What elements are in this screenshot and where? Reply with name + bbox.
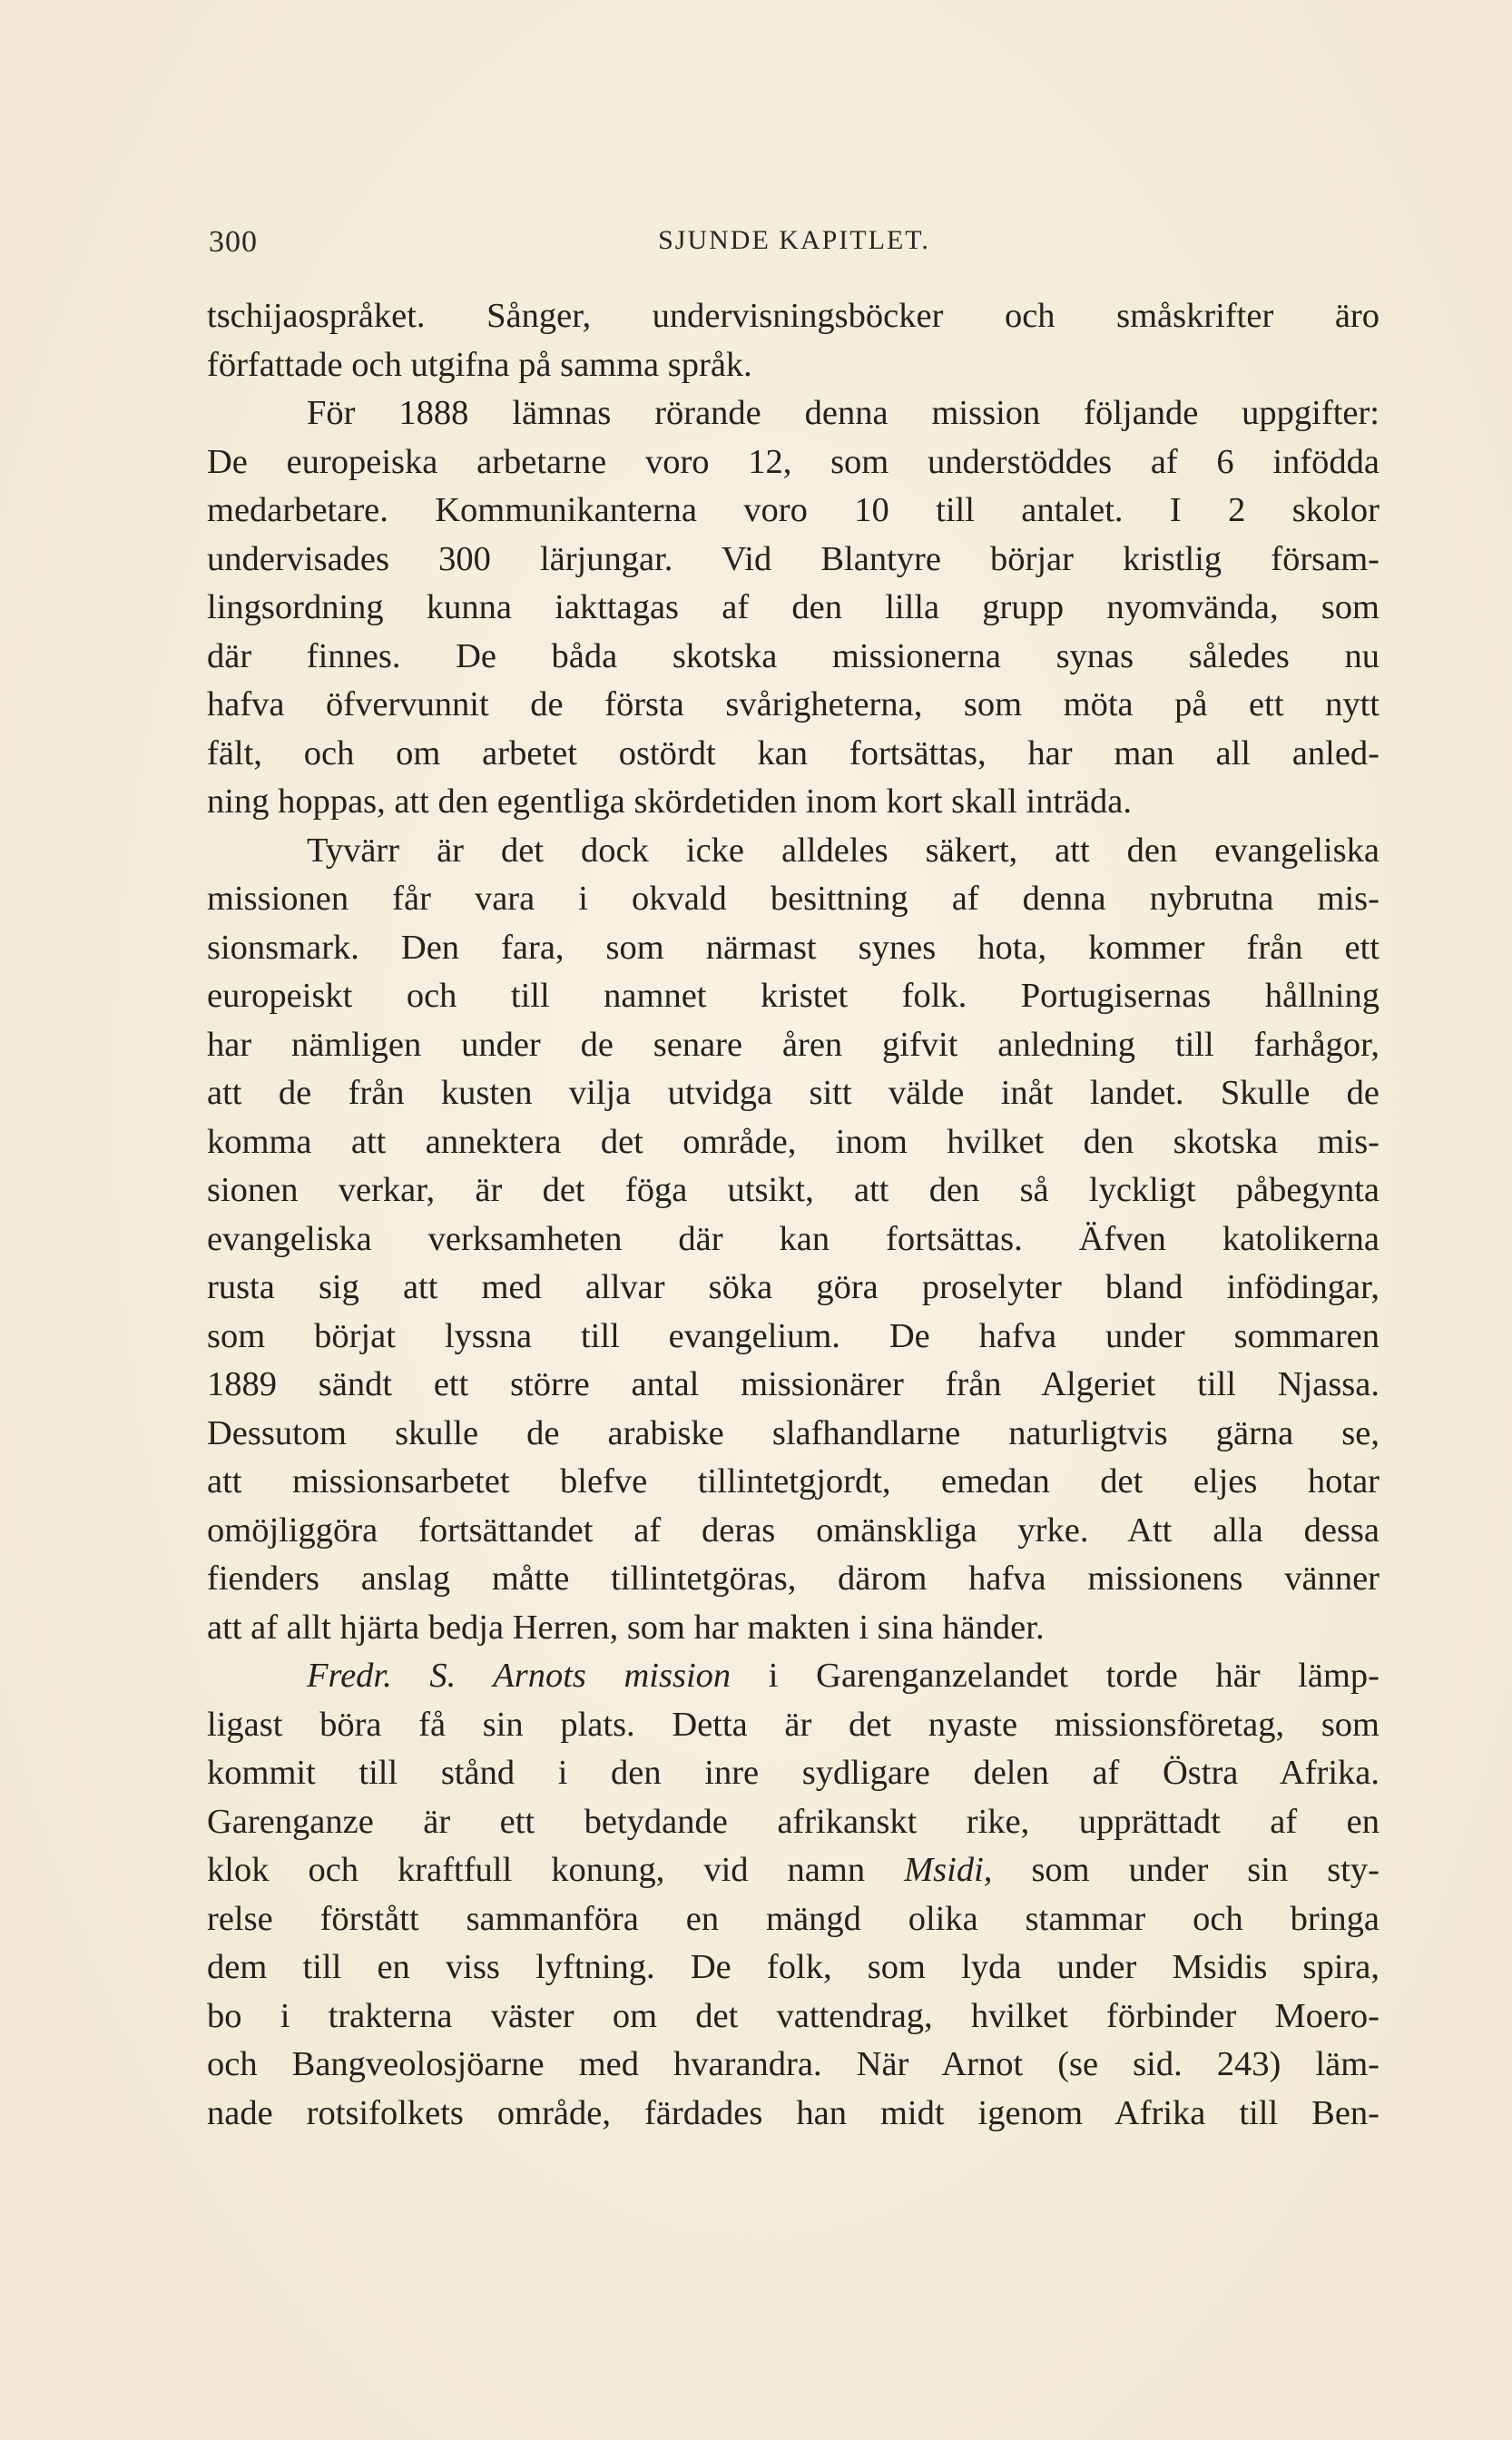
text-line: komma att annektera det område, inom hvilket den skotska mis- (207, 1122, 1379, 1161)
text-line: 1889 sändt ett större antal missionärer från Algeriet till Njassa. (207, 1365, 1379, 1403)
text-line: nade rotsifolkets område, färdades han midt igenom Afrika till Ben- (207, 2093, 1379, 2132)
body-text (207, 292, 1379, 2138)
text-line: omöjliggöra fortsättandet af deras omänskliga yrke. Att alla dessa (207, 1510, 1379, 1550)
text-line: europeiskt och till namnet kristet folk. Portugisernas hållning (207, 977, 1379, 1015)
text-line: evangeliska verksamheten där kan fortsättas. Äfven katolikerna (207, 1219, 1379, 1258)
text-line: Tyvärr är det dock icke alldeles säkert, att den evangeliska (307, 831, 1379, 870)
text-line: bo i trakterna väster om det vattendrag, hvilket förbinder Moero- (207, 1996, 1379, 2035)
text-line: att de från kusten vilja utvidga sitt välde inåt landet. Skulle de (207, 1074, 1379, 1112)
text-line (207, 1846, 1379, 1895)
text-line: Garenganze är ett betydande afrikanskt rike, upprättadt af en (207, 1802, 1379, 1841)
text-span: som under sin sty- (992, 1851, 1379, 1889)
italic-name: Fredr. S. Arnots mission (307, 1657, 731, 1695)
text-line: fält, och om arbetet ostördt kan fortsättas, har man all anled- (207, 733, 1379, 772)
text-line: relse förstått sammanföra en mängd olika stammar och bringa (207, 1899, 1379, 1938)
text-line: att af allt hjärta bedja Herren, som har makten i sina händer. (207, 1608, 1045, 1647)
page-header (209, 225, 1379, 271)
text-line: som börjat lyssna till evangelium. De hafva under sommaren (207, 1316, 1379, 1355)
text-line: tschijaospråket. Sånger, undervisningsböcker och småskrifter äro (207, 297, 1379, 335)
text-line: sionsmark. Den fara, som närmast synes hota, kommer från ett (207, 928, 1379, 967)
text-line: kommit till stånd i den inre sydligare delen af Östra Afrika. (207, 1754, 1379, 1792)
text-line: hafva öfvervunnit de första svårigheterna, som möta på ett nytt (207, 685, 1379, 723)
text-line: ligast böra få sin plats. Detta är det nyaste missionsföretag, som (207, 1705, 1379, 1744)
text-line: sionen verkar, är det föga utsikt, att den så lyckligt påbegynta (207, 1171, 1379, 1209)
text-span: klok och kraftfull konung, vid namn (207, 1851, 905, 1889)
text-line: fienders anslag måtte tillintetgöras, därom hafva missionens vänner (207, 1559, 1379, 1598)
text-line: undervisades 300 lärjungar. Vid Blantyre börjar kristlig försam- (207, 539, 1379, 578)
text-line: medarbetare. Kommunikanterna voro 10 till antalet. I 2 skolor (207, 491, 1379, 529)
text-line: har nämligen under de senare åren gifvit anledning till farhågor, (207, 1025, 1379, 1064)
text-line: där finnes. De båda skotska missionerna synas således nu (207, 636, 1379, 675)
text-line: dem till en viss lyftning. De folk, som lyda under Msidis spira, (207, 1948, 1379, 1986)
italic-name: Msidi, (904, 1851, 993, 1889)
text-line: att missionsarbetet blefve tillintetgjordt, emedan det eljes hotar (207, 1462, 1379, 1500)
text-line: De europeiska arbetarne voro 12, som understöddes af 6 infödda (207, 442, 1379, 481)
text-line: Dessutom skulle de arabiske slafhandlarne naturligtvis gärna se, (207, 1413, 1379, 1452)
page-number: 300 (209, 225, 258, 259)
text-line: ning hoppas, att den egentliga skördetiden inom kort skall inträda. (207, 782, 1132, 821)
text-line: missionen får vara i okvald besittning af denna nybrutna mis- (207, 880, 1379, 918)
text-line: författade och utgifna på samma språk. (207, 345, 752, 384)
text-span: i Garenganzelandet torde här lämp- (731, 1657, 1379, 1695)
text-line: lingsordning kunna iakttagas af den lilla grupp nyomvända, som (207, 588, 1379, 626)
running-title: SJUNDE KAPITLET. (658, 225, 930, 255)
text-line: rusta sig att med allvar söka göra proselyter bland infödingar, (207, 1268, 1379, 1306)
text-line: och Bangveolosjöarne med hvarandra. När Arnot (se sid. 243) läm- (207, 2045, 1379, 2083)
text-line (207, 1652, 1379, 1701)
text-line: För 1888 lämnas rörande denna mission följande uppgifter: (307, 394, 1379, 432)
